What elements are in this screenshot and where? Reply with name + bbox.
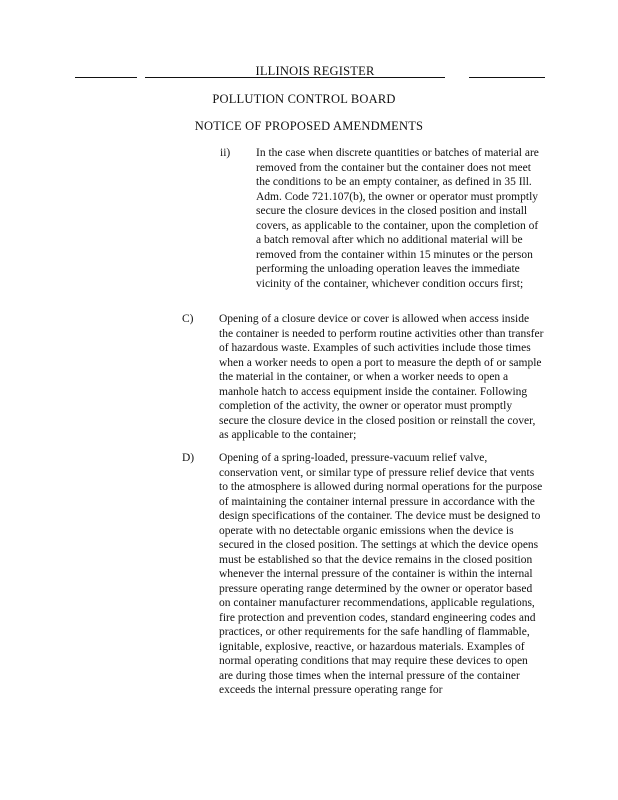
register-title: ILLINOIS REGISTER	[255, 64, 375, 78]
board-title: POLLUTION CONTROL BOARD	[212, 92, 396, 106]
paragraph-c-marker: C)	[182, 313, 194, 325]
notice-title: NOTICE OF PROPOSED AMENDMENTS	[194, 119, 424, 133]
paragraph-ii-marker: ii)	[220, 147, 231, 159]
paragraph-d-marker: D)	[182, 452, 195, 464]
paragraph-d-text: Opening of a spring-loaded, pressure-vacuum relief valve, conservation vent, or similar type of pressure relief device that vents to the atmosphere is allowed during normal operations for the purpose of maintaining the container internal pressure in accordance with the design specifications of the container. The device must be designed to operate with no detectable organic emissions when the device is secured in the closed position. The settings at which the device opens must be established so that the device remains in the closed position whenever the internal pressure of the container is within the internal pressure operating range determined by the owner or operator based on container manufacturer recommendations, applicable regulations, fire protection and prevention codes, standard engineering codes and practices, or other requirements for the safe handling of flammable, ignitable, explosive, reactive, or hazardous materials. Examples of normal operating conditions that may require these devices to open are during those times when the internal pressure of the container exceeds the internal pressure operating range for	[219, 452, 543, 696]
paragraph-ii	[0, 146, 618, 306]
paragraph-d	[0, 451, 618, 711]
paragraph-c	[0, 312, 618, 442]
paragraph-ii-text: In the case when discrete quantities or batches of material are removed from the container but the container does not meet the conditions to be an empty container, as defined in 35 Ill. Adm. Code 721.107(b), the owner or operator must promptly secure the closure devices in the closed position and install covers, as applicable to the container, upon the completion of a batch removal after which no additional material will be removed from the container within 15 minutes or the person performing the unloading operation leaves the immediate vicinity of the container, whichever condition occurs first;	[256, 147, 539, 290]
paragraph-c-text: Opening of a closure device or cover is allowed when access inside the container is needed to perform routine activities other than transfer of hazardous waste. Examples of such activities include those times when a worker needs to open a port to measure the depth of or sample the material in the container, or when a worker needs to open a manhole hatch to access equipment inside the container. Following completion of the activity, the owner or operator must promptly secure the closure device in the closed position or reinstall the cover, as applicable to the container;	[219, 313, 544, 441]
